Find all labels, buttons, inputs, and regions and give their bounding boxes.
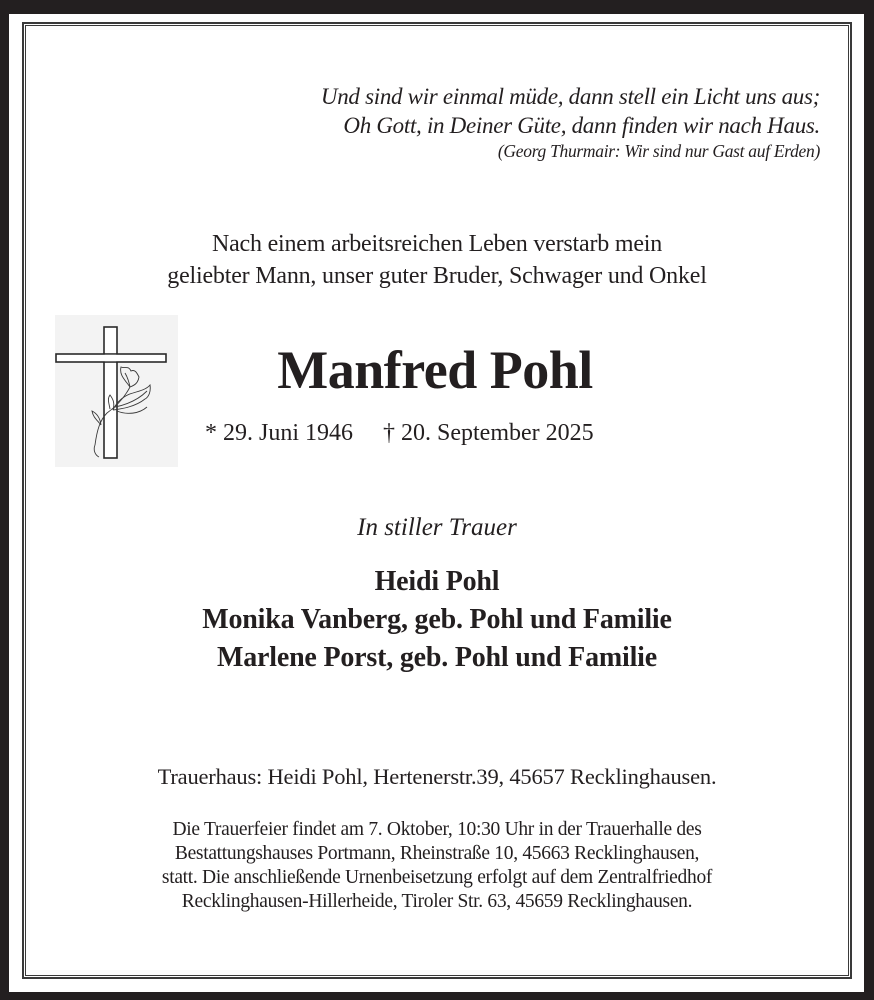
ceremony-line: Recklinghausen-Hillerheide, Tiroler Str. 63, 45659 Recklinghausen. [181, 891, 693, 912]
cross-icon [55, 315, 178, 467]
cross-with-lily-icon [55, 315, 178, 467]
ceremony-line: Bestattungshauses Portmann, Rheinstraße 10, 45663 Recklinghausen, [174, 843, 700, 864]
motto-source: (Georg Thurmair: Wir sind nur Gast auf Erden) [497, 141, 820, 161]
mourners-list [0, 563, 874, 677]
deceased-name: Manfred Pohl [277, 340, 593, 400]
life-dates [205, 418, 594, 448]
ceremony-info [0, 818, 874, 914]
mourner: Monika Vanberg, geb. Pohl und Familie [202, 604, 672, 635]
ceremony-line: Die Trauerfeier findet am 7. Oktober, 10:30 Uhr in der Trauerhalle des [172, 819, 702, 840]
mourner: Marlene Porst, geb. Pohl und Familie [217, 642, 657, 673]
death-date: † 20. September 2025 [383, 420, 594, 446]
mourner: Heidi Pohl [374, 566, 500, 597]
birth-date: * 29. Juni 1946 [205, 420, 354, 446]
mourning-label: In stiller Trauer [357, 514, 517, 541]
house-of-mourning: Trauerhaus: Heidi Pohl, Hertenerstr.39, 45657 Recklinghausen. [157, 764, 717, 789]
intro-line: Nach einem arbeitsreichen Leben verstarb mein [211, 231, 663, 257]
intro-line: geliebter Mann, unser guter Bruder, Schwager und Onkel [167, 263, 707, 289]
motto-line: Oh Gott, in Deiner Güte, dann finden wir nach Haus. [343, 113, 820, 138]
intro-text [0, 228, 874, 292]
ceremony-line: statt. Die anschließende Urnenbeisetzung erfolgt auf dem Zentralfriedhof [161, 867, 713, 888]
motto-quote [321, 82, 820, 162]
motto-line: Und sind wir einmal müde, dann stell ein Licht uns aus; [320, 84, 820, 109]
